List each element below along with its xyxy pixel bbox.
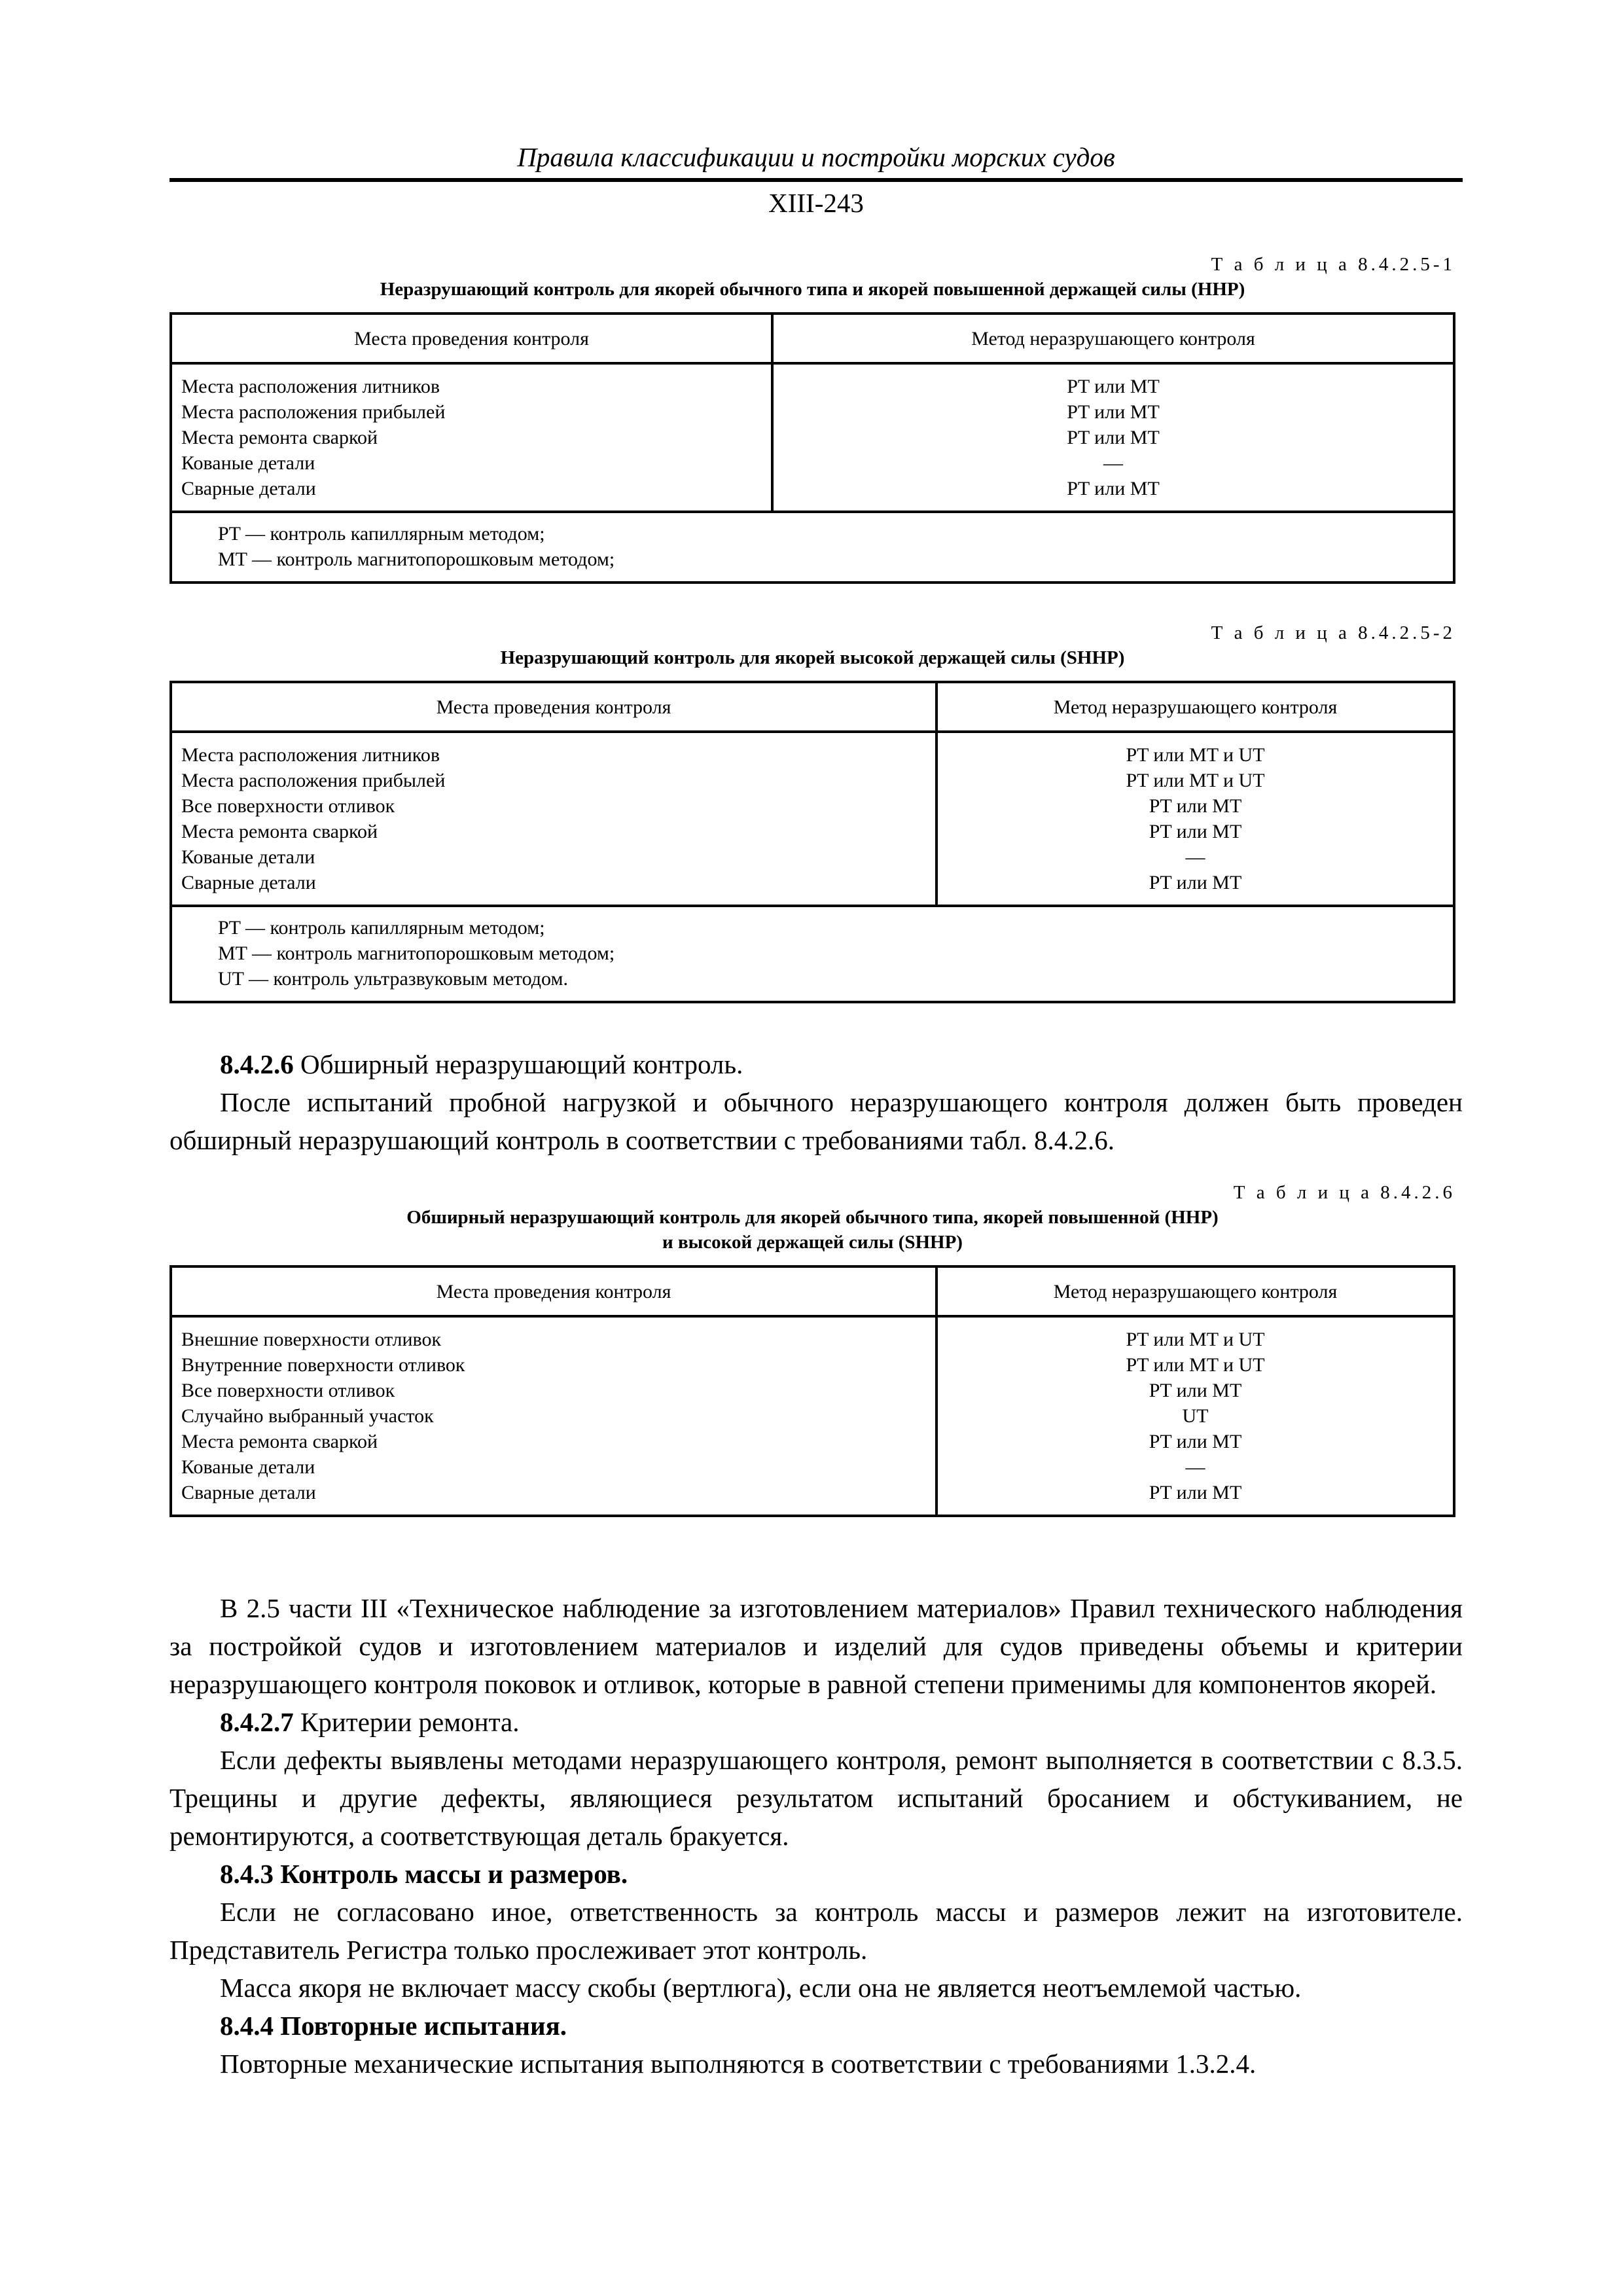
note-line: PT — контроль капиллярным методом;	[218, 917, 545, 939]
paragraph: В 2.5 части III «Техническое наблюдение за изготовлением материалов» Правил технического наблюдения за постройкой судов и изготовлением материалов и изделий для судов приведены объемы и критерии неразрушающего контроля поковок и отливок, которые в равной степени применимы для компонентов якорей.	[169, 1593, 1463, 1699]
table-row-method: PT или MT и UT	[1126, 1354, 1265, 1376]
table-row-place: Места расположения литников	[181, 744, 440, 766]
paragraph: Если дефекты выявлены методами неразрушающего контроля, ремонт выполняется в соответствии с 8.3.5. Трещины и другие дефекты, являющиеся результатом испытаний бросанием и обстукиванием, не ремонтируются, а соответствующая деталь бракуется.	[169, 1745, 1463, 1851]
table-row-place: Места ремонта сваркой	[181, 1431, 378, 1452]
ndt-table	[169, 312, 1455, 584]
table-notes	[171, 512, 1454, 583]
col-header-places: Места проведения контроля	[171, 682, 936, 732]
table-row-method: PT или MT	[1067, 401, 1160, 423]
table-row-place: Случайно выбранный участок	[181, 1405, 434, 1427]
table-row-place: Кованые детали	[181, 452, 315, 474]
section-8426	[169, 1045, 1463, 1159]
table-row-place: Внешние поверхности отливок	[181, 1329, 442, 1350]
note-line: MT — контроль магнитопорошковым методом;	[218, 548, 615, 570]
table-row-method: PT или MT	[1067, 376, 1160, 397]
col-header-places: Места проведения контроля	[171, 314, 772, 363]
col-header-method: Метод неразрушающего контроля	[936, 682, 1454, 732]
section-heading	[169, 1045, 1463, 1083]
table-row-place: Места расположения прибылей	[181, 770, 446, 791]
table-row-method: —	[1185, 846, 1205, 868]
table-label: Т а б л и ц а 8.4.2.6	[1233, 1182, 1455, 1203]
table-row-method: PT или MT	[1149, 872, 1242, 893]
table-row-method: —	[1103, 452, 1123, 474]
table-row-place: Сварные детали	[181, 872, 316, 893]
paragraph: После испытаний пробной нагрузкой и обычного неразрушающего контроля должен быть проведен обширный неразрушающий контроль в соответствии с требованиями табл. 8.4.2.6.	[169, 1087, 1463, 1155]
note-line: PT — контроль капиллярным методом;	[218, 523, 545, 545]
table-row-method: PT или MT и UT	[1126, 744, 1265, 766]
table-row-method: PT или MT	[1067, 478, 1160, 499]
running-header-title: Правила классификации и постройки морских судов	[517, 142, 1115, 172]
table-8425-1	[169, 252, 1455, 584]
section-number: 8.4.2.6	[220, 1049, 294, 1079]
places-cell	[171, 363, 772, 512]
section-heading	[169, 1703, 1463, 1741]
table-title: Неразрушающий контроль для якорей высокой держащей силы (SHHP)	[500, 647, 1125, 668]
table-row-method: —	[1185, 1456, 1205, 1478]
table-title-line1: Обширный неразрушающий контроль для якорей обычного типа, якорей повышенной (ННР)	[406, 1207, 1219, 1228]
places-cell	[171, 1316, 936, 1516]
note-line: MT — контроль магнитопорошковым методом;	[218, 942, 615, 964]
table-notes	[171, 906, 1454, 1002]
table-row-method: UT	[1182, 1405, 1209, 1427]
table-row-method: PT или MT	[1149, 1482, 1242, 1503]
table-title-line2: и высокой держащей силы (SHHP)	[662, 1232, 963, 1253]
table-label: Т а б л и ц а 8.4.2.5-2	[1211, 622, 1455, 643]
note-line: UT — контроль ультразвуковым методом.	[218, 968, 568, 990]
section-heading-text: Обширный неразрушающий контроль.	[293, 1049, 743, 1079]
table-row-place: Места расположения прибылей	[181, 401, 446, 423]
col-header-method: Метод неразрушающего контроля	[936, 1266, 1454, 1316]
table-row-method: PT или MT	[1067, 427, 1160, 448]
ndt-table	[169, 681, 1455, 1003]
table-row-place: Места ремонта сваркой	[181, 821, 378, 842]
section-heading: 8.4.3 Контроль массы и размеров.	[220, 1859, 628, 1889]
section-heading: 8.4.4 Повторные испытания.	[220, 2011, 567, 2041]
table-row-method: PT или MT	[1149, 821, 1242, 842]
table-8425-2	[169, 620, 1455, 1003]
table-row-place: Кованые детали	[181, 846, 315, 868]
table-row-place: Места расположения литников	[181, 376, 440, 397]
table-row-place: Сварные детали	[181, 1482, 316, 1503]
paragraph: Масса якоря не включает массу скобы (вертлюга), если она не является неотъемлемой частью.	[220, 1973, 1302, 2003]
table-label: Т а б л и ц а 8.4.2.5-1	[1211, 254, 1455, 275]
table-row-place: Все поверхности отливок	[181, 795, 395, 817]
section-number: 8.4.2.7	[220, 1707, 294, 1737]
table-row-place: Кованые детали	[181, 1456, 315, 1478]
col-header-method: Метод неразрушающего контроля	[772, 314, 1454, 363]
table-row-place: Все поверхности отливок	[181, 1380, 395, 1401]
table-row-place: Сварные детали	[181, 478, 316, 499]
table-title: Неразрушающий контроль для якорей обычного типа и якорей повышенной держащей силы (ННР)	[380, 279, 1245, 300]
paragraph: Повторные механические испытания выполняются в соответствии с требованиями 1.3.2.4.	[220, 2049, 1257, 2079]
table-row-place: Места ремонта сваркой	[181, 427, 378, 448]
table-8426	[169, 1180, 1455, 1517]
table-row-method: PT или MT	[1149, 795, 1242, 817]
header-rule	[169, 178, 1463, 182]
ndt-table	[169, 1265, 1455, 1517]
section-heading-text: Критерии ремонта.	[293, 1707, 520, 1737]
page-number: XIII-243	[768, 188, 864, 218]
table-row-method: PT или MT	[1149, 1431, 1242, 1452]
table-row-method: PT или MT и UT	[1126, 1329, 1265, 1350]
table-row-method: PT или MT и UT	[1126, 770, 1265, 791]
table-row-place: Внутренние поверхности отливок	[181, 1354, 465, 1376]
table-row-method: PT или MT	[1149, 1380, 1242, 1401]
methods-cell	[772, 363, 1454, 512]
body-text	[169, 1589, 1463, 2083]
places-cell	[171, 732, 936, 906]
methods-cell	[936, 1316, 1454, 1516]
methods-cell	[936, 732, 1454, 906]
col-header-places: Места проведения контроля	[171, 1266, 936, 1316]
paragraph: Если не согласовано иное, ответственность за контроль массы и размеров лежит на изготовителе. Представитель Регистра только прослеживает этот контроль.	[169, 1897, 1463, 1965]
